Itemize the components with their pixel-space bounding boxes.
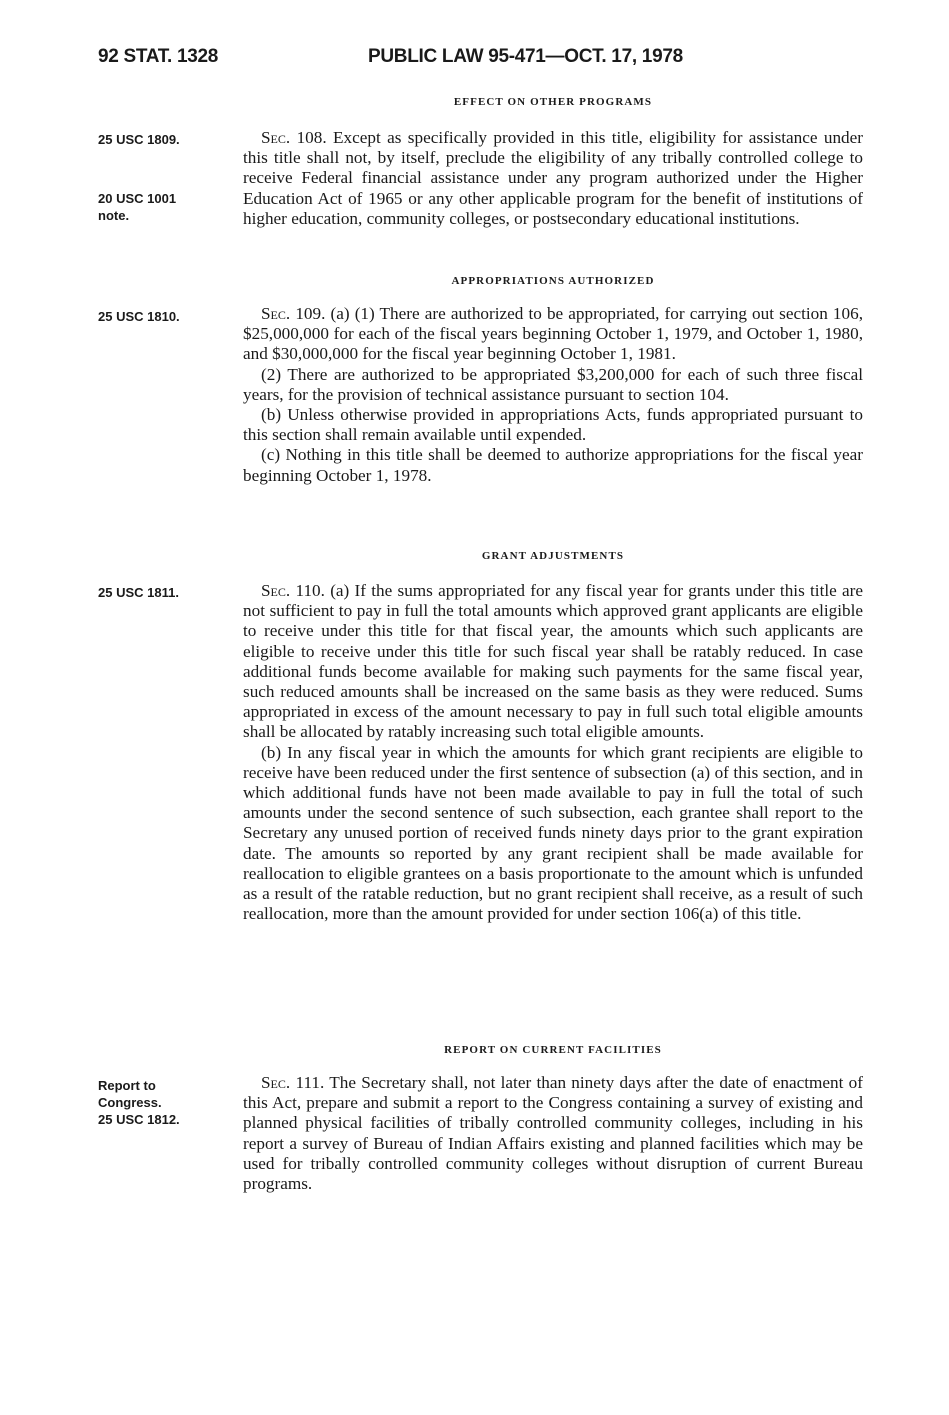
margin-note-25-usc-1809: 25 USC 1809. — [98, 132, 180, 147]
sec-label: Sec. — [261, 128, 291, 147]
paragraph-text: 111. The Secretary shall, not later than ninety days after the date of enactment of this Act, prepare and submit a report to the Congress containing a survey of existing and planned physical facilities of tribally controlled community colleges, including in his report a survey of Bureau of Indian Affairs existing and planned facilities which may be used for tribally controlled community colleges without disruption of current Bureau programs. — [243, 1073, 864, 1194]
section-110-paragraph-a — [243, 581, 863, 743]
section-110 — [243, 581, 863, 924]
law-title: PUBLIC LAW 95-471—OCT. 17, 1978 — [368, 46, 683, 67]
section-108-paragraph — [243, 128, 863, 229]
page-header — [0, 46, 949, 76]
section-110-paragraph-b: (b) In any fiscal year in which the amounts for which grant recipients are eligible to receive have been reduced under the first sentence of subsection (a) of this section, and in which additional funds have not been made available to pay in full the total of such amounts under the second sentence of such subsection, each grantee shall report to the Secretary any unused portion of received funds ninety days prior to the grant expiration date. The amounts so reported by any grant recipient shall be made available for reallocation to eligible grantees on a basis proportionate to the amount which is unfunded as a result of the ratable reduction, but no grant recipient shall receive, as a result of such reallocation, more than the amount provided for under section 106(a) of this title. — [243, 742, 863, 924]
heading-report-on-current-facilities: REPORT ON CURRENT FACILITIES — [444, 1044, 662, 1056]
section-111-paragraph — [243, 1073, 863, 1194]
heading-grant-adjustments: GRANT ADJUSTMENTS — [481, 550, 625, 562]
section-109-paragraph-c: (c) Nothing in this title shall be deemed to authorize appropriations for the fiscal year beginning October 1, 1978. — [243, 445, 863, 485]
section-109-paragraph-b: (b) Unless otherwise provided in appropriations Acts, funds appropriated pursuant to this section shall remain available until expended. — [243, 405, 863, 445]
paragraph-text: 109. (a) (1) There are authorized to be appropriated, for carrying out section 106, $25,000,000 for each of the fiscal years beginning October 1, 1979, and October 1, 1980, and $30,000,000 for the fiscal year beginning October 1, 1981. — [243, 304, 864, 364]
margin-note-25-usc-1810: 25 USC 1810. — [98, 309, 180, 324]
section-111 — [243, 1073, 863, 1194]
margin-note-25-usc-1811: 25 USC 1811. — [98, 585, 179, 600]
sec-label: Sec. — [261, 581, 291, 600]
section-109 — [243, 304, 863, 486]
section-109-paragraph-a1 — [243, 304, 863, 365]
margin-note-report-to-congress: Report to Congress. — [98, 1078, 162, 1110]
paragraph-text: 110. (a) If the sums appropriated for any fiscal year for grants under this title are not sufficient to pay in full the total amounts which approved grant applicants are eligible to receive under this title for that fiscal year, the amounts which such applicants are eligible to receive under this title for such fiscal year shall be ratably reduced. In case additional funds become available for making such payments for the same fiscal year, such reduced amounts shall be increased on the same basis as they were reduced. Sums appropriated in excess of the amount necessary to pay in full such total eligible amounts shall be allocated by ratably increasing such total eligible amounts. — [243, 581, 864, 742]
section-108 — [243, 128, 863, 229]
margin-note-20-usc-1001: 20 USC 1001 note. — [98, 191, 177, 223]
sec-label: Sec. — [261, 1073, 291, 1092]
stat-reference: 92 STAT. 1328 — [98, 46, 219, 67]
heading-appropriations-authorized: APPROPRIATIONS AUTHORIZED — [451, 275, 655, 287]
paragraph-text: 108. Except as specifically provided in this title, eligibility for assistance under this title shall not, by itself, preclude the eligibility of any tribally controlled college to receive Federal financial assistance under any program authorized under the Higher Education Act of 1965 or any other applicable program for the benefit of institutions of higher education, community colleges, or postsecondary educational institutions. — [243, 128, 864, 228]
heading-effect-on-other-programs: EFFECT ON OTHER PROGRAMS — [453, 96, 653, 108]
sec-label: Sec. — [261, 304, 291, 323]
section-109-paragraph-a2: (2) There are authorized to be appropriated $3,200,000 for each of such three fiscal years, for the provision of technical assistance pursuant to section 104. — [243, 364, 863, 404]
margin-note-25-usc-1812: 25 USC 1812. — [98, 1112, 180, 1127]
